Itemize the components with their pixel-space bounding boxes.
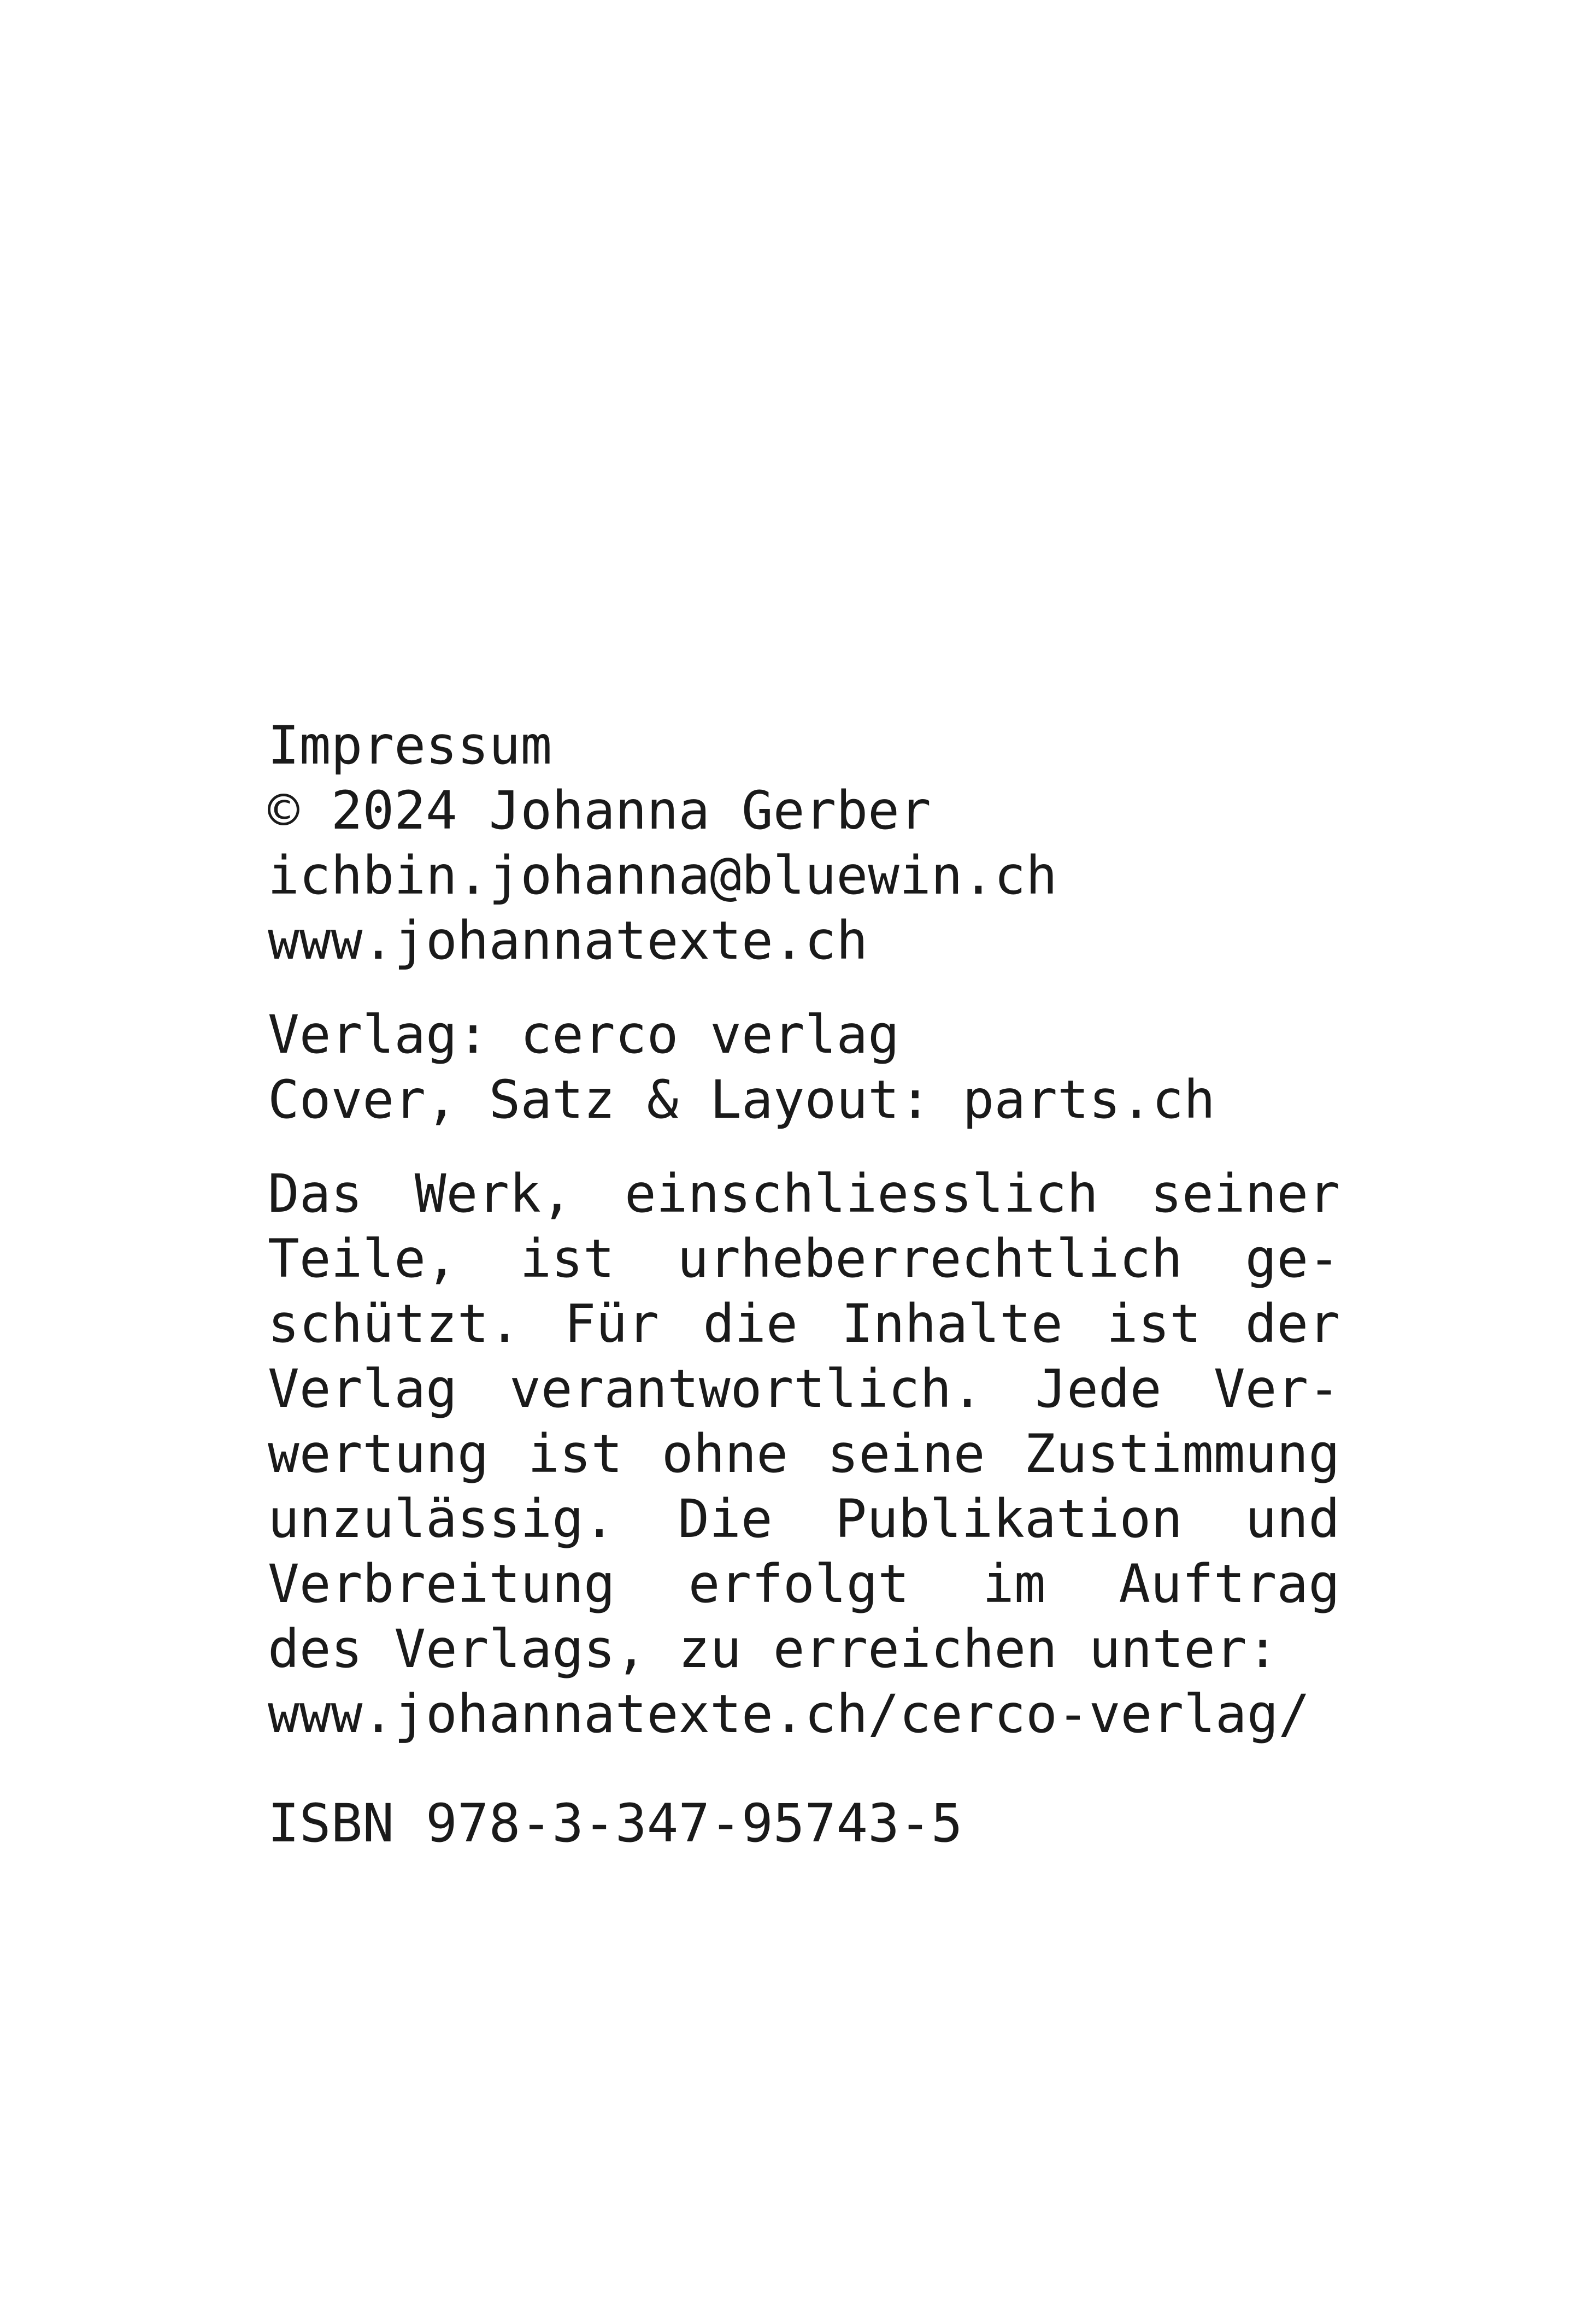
- legal-word: im: [983, 1553, 1046, 1615]
- legal-word: Die: [678, 1488, 773, 1550]
- legal-notice: [268, 1161, 1340, 1747]
- legal-word: Teile,: [268, 1228, 457, 1289]
- legal-word: Ver-: [1213, 1358, 1340, 1419]
- legal-word: Verbreitung: [268, 1553, 615, 1615]
- legal-line: [268, 1552, 1340, 1617]
- legal-word: ist: [520, 1228, 615, 1289]
- impressum-title: Impressum: [268, 715, 552, 776]
- legal-line-last: des Verlags, zu erreichen unter:: [268, 1618, 1279, 1680]
- legal-word: Verlag: [268, 1358, 457, 1419]
- legal-word: ohne: [661, 1423, 789, 1484]
- legal-line: [268, 1357, 1340, 1422]
- legal-word: Auftrag: [1119, 1553, 1340, 1615]
- legal-word: Jede: [1035, 1358, 1162, 1419]
- legal-word: urheberrechtlich: [677, 1228, 1183, 1289]
- legal-word: wertung: [268, 1423, 489, 1484]
- credits-block: [268, 1002, 1340, 1132]
- legal-word: erfolgt: [688, 1553, 910, 1615]
- legal-word: ist: [528, 1423, 623, 1484]
- isbn-number: ISBN 978-3-347-95743-5: [268, 1793, 963, 1854]
- legal-word: Zustimmung: [1024, 1423, 1340, 1484]
- legal-word: Für: [564, 1293, 660, 1354]
- impressum-page: [268, 713, 1340, 1856]
- design-credit-line: Cover, Satz & Layout: parts.ch: [268, 1069, 1215, 1130]
- publisher-url-link[interactable]: www.johannatexte.ch/cerco-verlag/: [268, 1683, 1310, 1745]
- legal-word: verantwortlich.: [509, 1358, 984, 1419]
- legal-word: Das: [268, 1163, 363, 1224]
- legal-word: ge-: [1245, 1228, 1340, 1289]
- legal-line: [268, 1422, 1340, 1487]
- email-link[interactable]: ichbin.johanna@bluewin.ch: [268, 845, 1057, 906]
- legal-word: Werk,: [414, 1163, 573, 1224]
- legal-word: und: [1245, 1488, 1340, 1550]
- isbn-block: [268, 1791, 1340, 1856]
- legal-word: ist: [1106, 1293, 1202, 1354]
- legal-word: der: [1245, 1293, 1340, 1354]
- legal-word: Inhalte: [842, 1293, 1063, 1354]
- publisher-line: Verlag: cerco verlag: [268, 1004, 899, 1065]
- legal-word: einschliesslich: [624, 1163, 1098, 1224]
- legal-line: [268, 1226, 1340, 1292]
- legal-word: seine: [827, 1423, 985, 1484]
- legal-word: schützt.: [268, 1293, 521, 1354]
- legal-word: Publikation: [835, 1488, 1183, 1550]
- legal-line: [268, 1292, 1340, 1357]
- legal-word: die: [703, 1293, 798, 1354]
- website-link[interactable]: www.johannatexte.ch: [268, 910, 868, 971]
- legal-word: seiner: [1150, 1163, 1340, 1224]
- legal-line: [268, 1161, 1340, 1226]
- legal-line: [268, 1487, 1340, 1552]
- copyright-line: © 2024 Johanna Gerber: [268, 780, 931, 841]
- contact-block: [268, 713, 1340, 973]
- legal-word: unzulässig.: [268, 1488, 615, 1550]
